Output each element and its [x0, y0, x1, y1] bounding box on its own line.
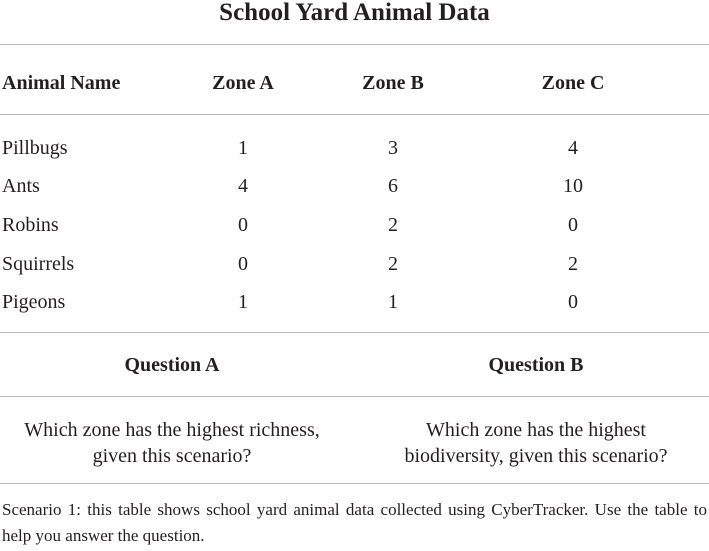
- row-animal-name: Squirrels: [2, 253, 75, 275]
- row-zone-b-value: 3: [388, 137, 398, 159]
- row-zone-a-value: 0: [238, 253, 248, 275]
- top-rule: [0, 44, 709, 45]
- row-zone-b-value: 6: [388, 175, 398, 197]
- bottom-rule: [0, 483, 709, 484]
- question-b-line-1: Which zone has the highest: [426, 419, 646, 441]
- row-animal-name: Pigeons: [2, 291, 66, 313]
- question-heading-rule: [0, 396, 709, 397]
- question-a-heading: Question A: [124, 354, 220, 376]
- row-zone-a-value: 1: [238, 137, 248, 159]
- scenario-footnote: Scenario 1: this table shows school yard animal data collected using CyberTracker. Use the table to help you answer the question.: [2, 500, 707, 545]
- row-zone-c-value: 2: [568, 253, 578, 275]
- header-zone-c: Zone C: [541, 72, 605, 94]
- header-zone-a: Zone A: [212, 72, 274, 94]
- row-animal-name: Pillbugs: [2, 137, 68, 159]
- question-a-text: [2, 417, 342, 469]
- question-b-text: [366, 417, 706, 469]
- row-zone-a-value: 4: [238, 175, 248, 197]
- header-rule: [0, 114, 709, 115]
- row-zone-c-value: 0: [568, 214, 578, 236]
- questions-rule: [0, 332, 709, 333]
- row-zone-c-value: 4: [568, 137, 578, 159]
- header-animal-name: Animal Name: [2, 72, 121, 94]
- row-animal-name: Ants: [2, 175, 40, 197]
- row-zone-b-value: 2: [388, 214, 398, 236]
- row-zone-b-value: 1: [388, 291, 398, 313]
- question-a-line-1: Which zone has the highest richness,: [24, 419, 320, 441]
- row-zone-c-value: 10: [563, 175, 583, 197]
- header-zone-b: Zone B: [362, 72, 424, 94]
- question-b-heading: Question B: [488, 354, 584, 376]
- table-title: School Yard Animal Data: [219, 0, 490, 26]
- row-zone-a-value: 0: [238, 214, 248, 236]
- row-animal-name: Robins: [2, 214, 59, 236]
- row-zone-a-value: 1: [238, 291, 248, 313]
- question-b-line-2: biodiversity, given this scenario?: [404, 445, 668, 467]
- row-zone-c-value: 0: [568, 291, 578, 313]
- question-a-line-2: given this scenario?: [92, 445, 252, 467]
- row-zone-b-value: 2: [388, 253, 398, 275]
